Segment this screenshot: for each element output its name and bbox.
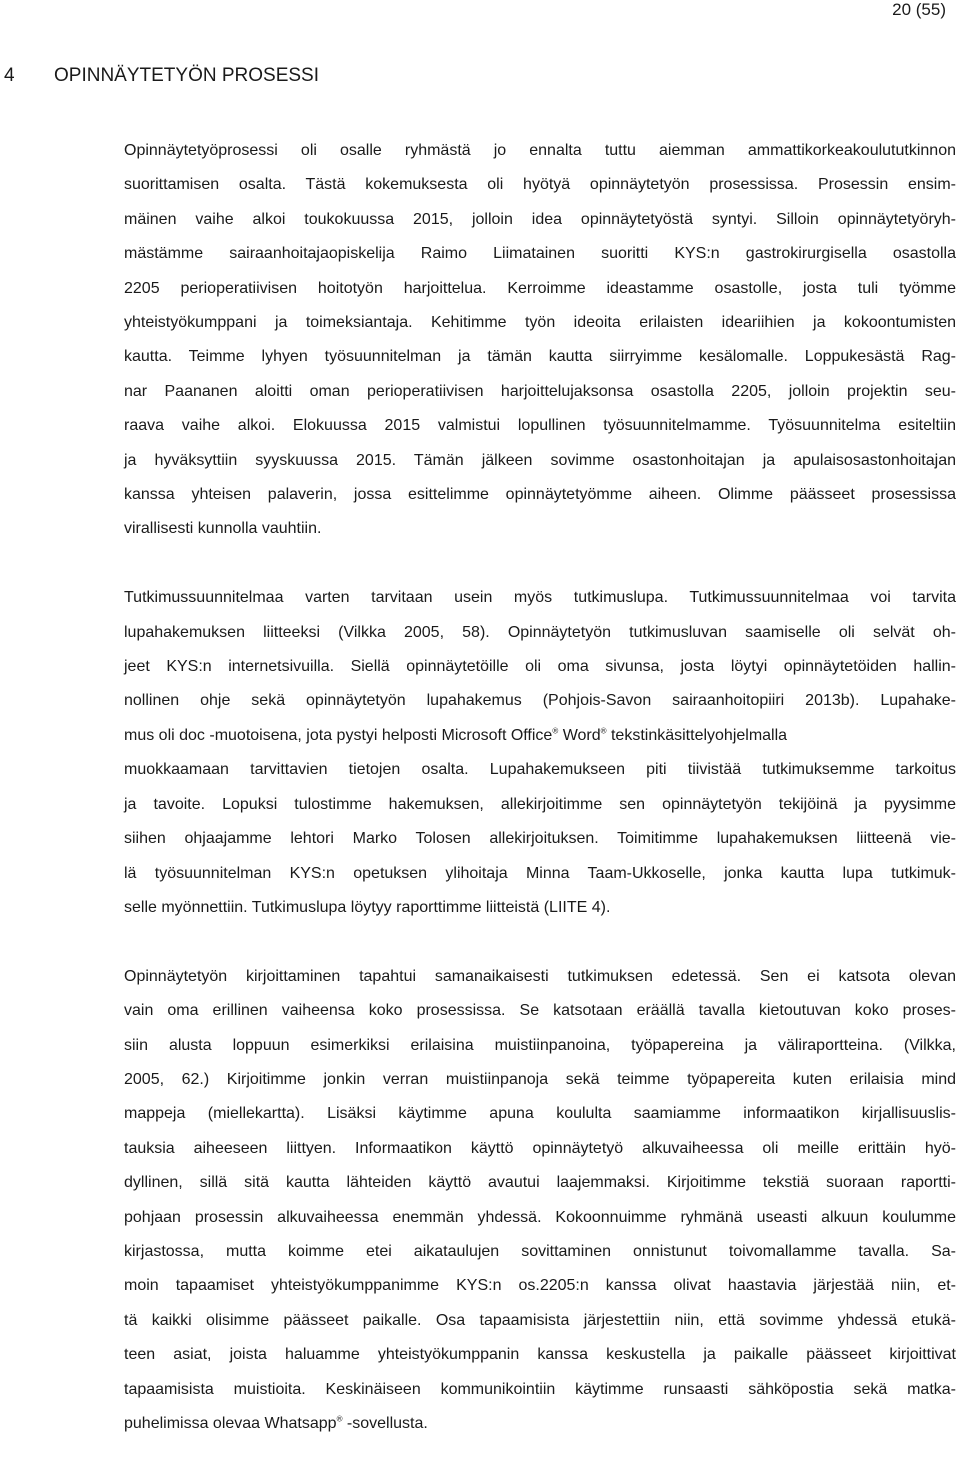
text-line: yhteistyökumppani ja toimeksiantaja. Kehitimme työn ideoita erilaisten ideariihien ja kokoontumisten	[124, 314, 956, 332]
text-line: 2005, 62.) Kirjoitimme jonkin verran muistiinpanoja sekä teimme työpapereita kuten erilaisia mind	[124, 1070, 956, 1088]
text-line: mappeja (miellekartta). Lisäksi käytimme apuna koululta saamiamme informaatikon kirjallisuuslis-	[124, 1105, 956, 1123]
text-line: lä työsuunnitelman KYS:n opetuksen ylihoitaja Minna Taam-Ukkoselle, jonka kautta lupa tutkimuk-	[124, 864, 956, 882]
text-line: pohjaan prosessin alkuvaiheessa enemmän yhdessä. Kokoonnuimme ryhmänä useasti alkuun koulumme	[124, 1208, 956, 1226]
paragraph-3	[124, 960, 956, 1442]
office-text: mus oli doc -muotoisena, jota pystyi helposti Microsoft Office	[124, 726, 553, 744]
text-line: Opinnäytetyöprosessi oli osalle ryhmästä jo ennalta tuttu aiemman ammattikorkeakoulututkinnon	[124, 142, 956, 159]
paragraph-1	[124, 134, 956, 547]
section-number: 4	[4, 65, 15, 86]
word-text: Word	[562, 726, 601, 744]
word-rest-text: tekstinkäsittelyohjelmalla	[610, 726, 788, 744]
text-line: virallisesti kunnolla vauhtiin.	[124, 520, 322, 538]
text-line: mästämme sairaanhoitajaopiskelija Raimo Liimatainen suoritti KYS:n gastrokirurgisella osastolla	[124, 245, 956, 263]
text-line: dyllinen, sillä sitä kautta lähteiden käyttö avautui laajemmaksi. Kirjoitimme tekstiä suoraan raportti-	[124, 1174, 956, 1192]
text-line: nollinen ohje sekä opinnäytetyön lupahakemus (Pohjois-Savon sairaanhoitopiiri 2013b). Lupahake-	[124, 692, 956, 710]
text-line: ja tavoite. Lopuksi tulostimme hakemuksen, allekirjoitimme sen opinnäytetyön tekijöinä ja pyysimme	[124, 795, 956, 813]
document-body	[124, 134, 956, 1476]
text-line: selle myönnettiin. Tutkimuslupa löytyy raporttimme liitteistä (LIITE 4).	[124, 898, 611, 916]
text-line: tä kaikki olisimme päässeet paikalle. Osa tapaamisista järjestettiin niin, että sovimme yhdessä etukä-	[124, 1311, 956, 1329]
text-line: kautta. Teimme lyhyen työsuunnitelman ja tämän kautta siirryimme kesälomalle. Loppukesästä Rag-	[124, 348, 956, 366]
text-line: jeet KYS:n internetsivuilla. Siellä opinnäytetöille oli oma sivunsa, josta löytyi opinnäytetöiden hallin-	[124, 658, 956, 676]
whatsapp-text: puhelimissa olevaa Whatsapp	[124, 1415, 337, 1432]
text-line: lupahakemuksen liitteeksi (Vilkka 2005, 58). Opinnäytetyön tutkimusluvan saamiselle oli selvät oh-	[124, 623, 956, 641]
text-line: moin tapaamiset yhteistyökumppanimme KYS:n os.2205:n kanssa olivat haastavia järjestää niin, et-	[124, 1277, 956, 1295]
text-line: raava vaihe alkoi. Elokuussa 2015 valmistui lopullinen työsuunnitelmamme. Työsuunnitelma esiteltiin	[124, 417, 956, 435]
text-line: siihen ohjaajamme lehtori Marko Tolosen allekirjoituksen. Toimitimme lupahakemuksen liitteenä vie-	[124, 830, 956, 848]
text-line: kirjastossa, mutta koimme etei aikataulujen sovittaminen onnistunut toivomallamme tavalla. Sa-	[124, 1242, 956, 1260]
text-line: teen asiat, joista haluamme yhteistyökumppanin kanssa keskustella ja paikalle päässeet kirjoittivat	[124, 1346, 956, 1364]
text-line: suorittamisen osalta. Tästä kokemuksesta oli hyötyä opinnäytetyön prosessissa. Prosessin ensim-	[124, 176, 956, 194]
text-line: kanssa yhteisen palaverin, jossa esittelimme opinnäytetyömme aiheen. Olimme päässeet prosessissa	[124, 486, 956, 504]
text-line: Opinnäytetyön kirjoittaminen tapahtui samanaikaisesti tutkimuksen edetessä. Sen ei katsota olevan	[124, 967, 956, 985]
section-title: OPINNÄYTETYÖN PROSESSI	[54, 65, 319, 86]
registered-mark: ®	[336, 1414, 343, 1424]
registered-mark: ®	[552, 726, 559, 736]
whatsapp-suffix-text: -sovellusta.	[346, 1415, 428, 1432]
text-line-whatsapp	[124, 1407, 956, 1441]
registered-mark: ®	[600, 726, 607, 736]
page-number: 20 (55)	[892, 0, 946, 19]
text-line: Tutkimussuunnitelmaa varten tarvitaan usein myös tutkimuslupa. Tutkimussuunnitelmaa voi tarvita	[124, 589, 956, 607]
text-line: siin alusta loppuun esimerkiksi erilaisina muistiinpanoina, työpapereina ja väliraportteina. (Vilkka,	[124, 1036, 956, 1054]
text-line: 2205 perioperatiivisen hoitotyön harjoittelua. Kerroimme ideastamme osastolle, josta tuli työmme	[124, 279, 956, 297]
text-line: ja hyväksyttiin syyskuussa 2015. Tämän jälkeen sovimme osastonhoitajan ja apulaisosastonhoitajan	[124, 451, 956, 469]
text-line: tapaamisista muistioita. Keskinäiseen kommunikointiin käytimme runsaasti sähköpostia sekä matka-	[124, 1380, 956, 1398]
text-line-office	[124, 719, 956, 753]
text-line: nar Paananen aloitti oman perioperatiivisen harjoittelujaksonsa osastolla 2205, jolloin projektin seu-	[124, 382, 956, 400]
paragraph-2	[124, 581, 956, 925]
text-line: vain oma erillinen vaiheensa koko prosessissa. Se katsotaan eräällä tavalla kietoutuvan koko proses-	[124, 1002, 956, 1020]
text-line: tauksia aiheeseen liittyen. Informaatikon käyttö opinnäytetyö alkuvaiheessa oli meille erittäin hyö-	[124, 1139, 956, 1157]
text-line: muokkaamaan tarvittavien tietojen osalta. Lupahakemukseen piti tiivistää tutkimuksemme tarkoitus	[124, 761, 956, 779]
text-line: mäinen vaihe alkoi toukokuussa 2015, jolloin idea opinnäytetyöstä syntyi. Silloin opinnäytetyöryh-	[124, 210, 956, 228]
